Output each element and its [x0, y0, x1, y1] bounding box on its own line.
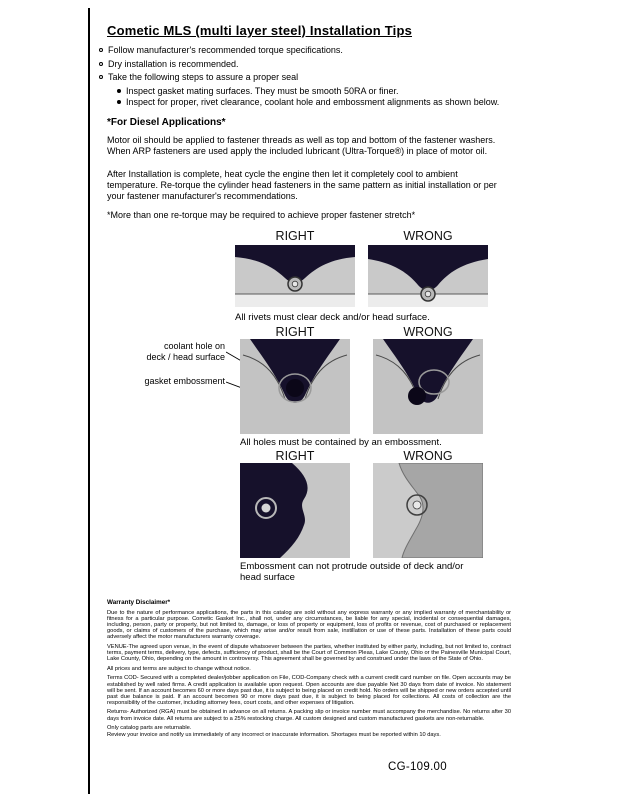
- open-bullet-icon: [99, 75, 103, 79]
- warranty-paragraph: VENUE-The agreed upon venue, in the event of dispute whatsoever between the parties, whether instituted by either party, including, but not limited to, contract terms, payment terms, delivery, type, defects, sufficiency of product, shall be the Court of Common Pleas, Lake County, Ohio or the Painesville Municipal Court, Lake County, Ohio, depending on the amount in controversy. This agreement shall be governed by and construed under the laws of the State of Ohio.: [107, 644, 511, 663]
- warranty-paragraph: Returns- Authorized (RGA) must be obtained in advance on all returns. A packing slip or invoice number must accompany the merchandise. No returns after 30 days from invoice date. All returns are subject to a 25% restocking charge. All custom designed and custom manufactured gaskets are non-returnable.: [107, 709, 511, 722]
- diesel-paragraph-2: After Installation is complete, heat cycle the engine then let it completely cool to ambient temperature. Re-torque the cylinder head fasteners in the same pattern as initial installation or per your fastener manufacturer's recommendations.: [107, 169, 497, 201]
- open-bullet-icon: [99, 62, 103, 66]
- filled-bullet-icon: [117, 89, 121, 93]
- fig3-wrong-image: [373, 463, 483, 558]
- tip-item-text: Follow manufacturer's recommended torque specifications.: [108, 45, 343, 55]
- tip-item: [99, 72, 511, 83]
- tip-item-text: Take the following steps to assure a proper seal: [108, 72, 299, 82]
- fig3-right-label: RIGHT: [275, 449, 315, 463]
- fig2-caption: All holes must be contained by an embossment.: [240, 437, 442, 448]
- tip-sub-item-text: Inspect for proper, rivet clearance, coolant hole and embossment alignments as shown below.: [126, 97, 500, 107]
- fig1-wrong-image: [368, 245, 488, 307]
- tip-item: [99, 59, 511, 70]
- coolant-hole-pointer-line2: deck / head surface: [146, 351, 225, 362]
- fig2-right-image: [240, 339, 350, 434]
- fig2-wrong-label: WRONG: [403, 325, 453, 339]
- installation-tips-list: [99, 45, 511, 109]
- warranty-paragraph: All prices and terms are subject to change without notice.: [107, 665, 251, 672]
- fig1-wrong-label: WRONG: [403, 229, 453, 243]
- page-title: Cometic MLS (multi layer steel) Installation Tips: [107, 23, 413, 38]
- fig1-right-label: RIGHT: [275, 229, 315, 243]
- diesel-section-heading: *For Diesel Applications*: [107, 117, 226, 128]
- fig1-right-image: [235, 245, 355, 307]
- fig1-caption: All rivets must clear deck and/or head surface.: [235, 312, 430, 323]
- diesel-paragraph-1: Motor oil should be applied to fastener threads as well as top and bottom of the fastener washers. When ARP fasteners are used apply the included lubricant (Ultra-Torque®) in place of motor oil.: [107, 135, 496, 156]
- warranty-paragraph: Only catalog parts are returnable.: [107, 725, 192, 732]
- page-number: CG-109.00: [388, 761, 447, 773]
- filled-bullet-icon: [117, 100, 121, 104]
- gasket-embossment-pointer-label: gasket embossment: [144, 376, 225, 386]
- fig3-right-image: [240, 463, 350, 558]
- tip-sub-item: [117, 86, 511, 97]
- fig2-wrong-image: [373, 339, 483, 434]
- tip-item-text: Dry installation is recommended.: [108, 58, 239, 69]
- coolant-hole-pointer-label: [135, 341, 225, 362]
- tip-sub-item-text: Inspect gasket mating surfaces. They must be smooth 50RA or finer.: [126, 85, 399, 96]
- coolant-hole-pointer-line1: coolant hole on: [163, 341, 225, 351]
- open-bullet-icon: [99, 48, 103, 52]
- warranty-paragraph: Due to the nature of performance applications, the parts in this catalog are sold without any express warranty or any implied warranty of merchantability or fitness for a particular purpose. Cometic Gasket Inc., shall not, under any circumstances, be liable for any special, incidental or consequential damages, including, person, party or property, but not limited to, damage, or loss of property or equipment, loss of profits or revenue, cost of purchased or replacement goods, or claims of customers of the purchase, which may arise and/or result from sale, instillation or use of these parts. Installation of these parts could adversely affect the motor manufacturers warranty coverage.: [107, 610, 511, 641]
- warranty-disclaimer: [107, 600, 511, 741]
- warranty-paragraph: Review your invoice and notify us immediately of any incorrect or inaccurate information. Shortages must be reported within 10 days.: [107, 731, 441, 738]
- diesel-note: *More than one re-torque may be required to achieve proper fastener stretch*: [107, 210, 416, 220]
- warranty-paragraph: Terms COD- Secured with a completed dealer/jobber application on File, COD-Company check with a current credit card number on file. Open accounts may be established by well rated firms. A credit application is available upon request. Open accounts are due payable Net 30 days from date of invoice. No statement will be sent. If an account becomes 60 or more days past due, it is subject to being placed on credit hold. No orders will be shipped or new orders accepted until past due balance is paid. If an account becomes 90 or more days past due, it is subject to being placed for collections. All costs of collection are the responsibility of the customer, including attorney fees, court costs, and other expenses of litigation.: [107, 675, 511, 706]
- fig2-right-label: RIGHT: [275, 325, 315, 339]
- page-left-rule: [88, 8, 90, 794]
- fig3-wrong-label: WRONG: [403, 449, 453, 463]
- warranty-heading: Warranty Disclaimer*: [107, 599, 171, 606]
- tip-sub-item: [117, 97, 511, 108]
- tip-item: [99, 45, 511, 56]
- fig3-caption: Embossment can not protrude outside of deck and/or head surface: [240, 561, 464, 583]
